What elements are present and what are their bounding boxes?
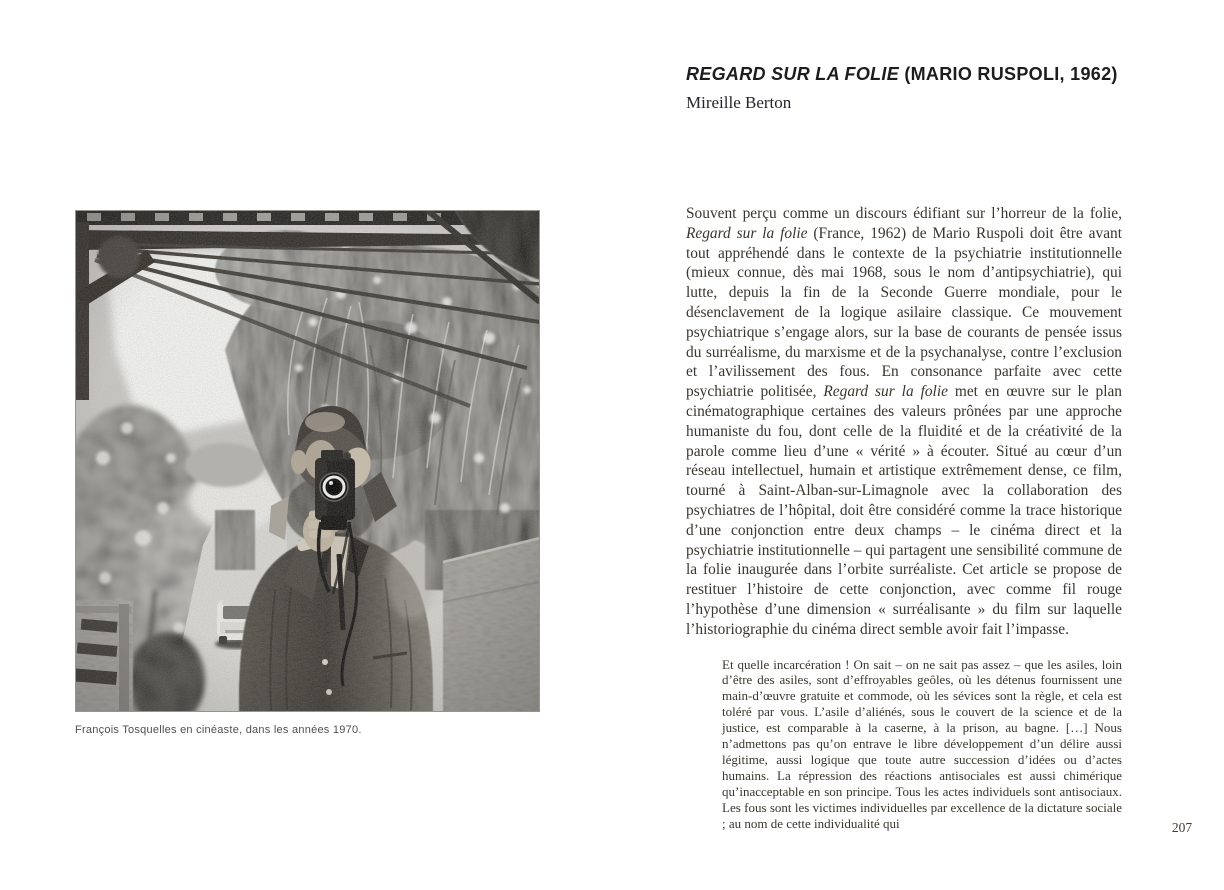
figure [75, 210, 540, 736]
intro-paragraph: Souvent perçu comme un discours édifiant sur l’horreur de la folie, Regard sur la folie (France, 1962) de Mario Ruspoli doit être avant tout appréhendé dans le contexte de la psychiatrie institutionnelle (mieux connue, dès mai 1968, sous le nom d’antipsychiatrie), qui lutte, depuis la fin de la Seconde Guerre mondiale, pour le désenclavement de la logique asilaire classique. Ce mouvement psychiatrique s’engage alors, sur la base de courants de pensée issus du surréalisme, du marxisme et de la psychanalyse, contre l’exclusion et l’avilissement des fous. En consonance parfaite avec cette psychiatrie politisée, Regard sur la folie met en œuvre sur le plan cinématographique certaines des valeurs prônées par une approche humaniste du fou, dont celle de la fluidité et de la créativité de la parole comme lieu d’une « vérité » à écouter. Situé au cœur d’un réseau intellectuel, humain et artistique extrêmement dense, ce film, tourné à Saint-Alban-sur-Limagnole avec la collaboration des psychiatres de l’hôpital, doit être considéré comme la trace historique d’une conjonction entre deux champs – le cinéma direct et la psychiatrie institutionnelle – qui partagent une sensibilité commune de la folie inaugurée dans l’orbite surréaliste. Cet article se propose de restituer l’histoire de cette conjonction, avec comme fil rouge l’hypothèse d’une dimension « surréalisante » du film sur laquelle l’historiographie du cinéma direct semble avoir fait l’impasse. [686, 205, 1123, 638]
article-header [686, 64, 1156, 113]
article-author: Mireille Berton [686, 93, 792, 112]
article-body [686, 204, 1122, 832]
block-quote: Et quelle incarcération ! On sait – on ne sait pas assez – que les asiles, loin d’être des asiles, sont d’effroyables geôles, où les détenus fournissent une main-d’œuvre gratuite et commode, où les sévices sont la règle, et cela est toléré par vous. L’asile d’aliénés, sous le couvert de la science et de la justice, est comparable à la caserne, à la prison, au bagne. […] Nous n’admettons pas qu’on entrave le libre développement d’un délire aussi légitime, aussi logique que toute autre succession d’idées ou d’actes humains. La répression des réactions antisociales est aussi chimérique qu’inacceptable en son principe. Tous les actes individuels sont antisociaux. Les fous sont les victimes individuelles par excellence de la dictature sociale ; au nom de cette individualité qui [722, 656, 1122, 831]
page-number: 207 [1171, 820, 1193, 835]
photo-francois-tosquelles [75, 210, 540, 712]
article-title: REGARD SUR LA FOLIE (MARIO RUSPOLI, 1962) [686, 64, 1118, 84]
figure-caption: François Tosquelles en cinéaste, dans les années 1970. [75, 724, 362, 736]
vignette [75, 210, 540, 712]
